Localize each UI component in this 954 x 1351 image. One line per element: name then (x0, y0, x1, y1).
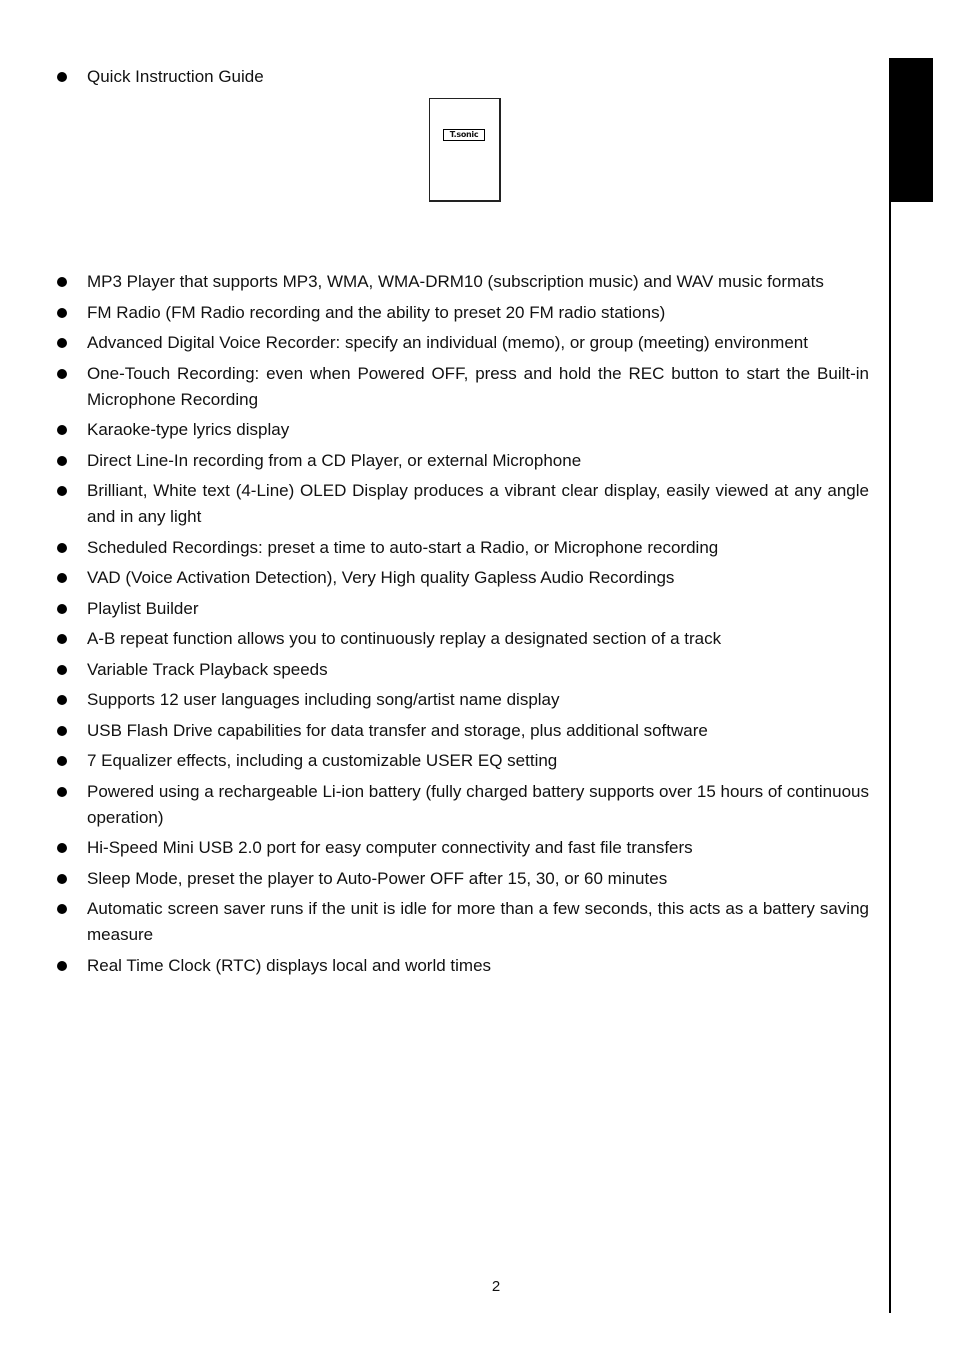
bullet-icon (57, 456, 67, 466)
bullet-icon (57, 72, 67, 82)
feature-text: Advanced Digital Voice Recorder: specify an individual (memo), or group (meeting) environment (87, 333, 808, 352)
feature-text: FM Radio (FM Radio recording and the ability to preset 20 FM radio stations) (87, 302, 666, 322)
bullet-icon (57, 338, 67, 348)
feature-item (87, 687, 869, 713)
product-logo: T.sonic (443, 129, 485, 141)
features-list (0, 269, 954, 983)
feature-item (87, 535, 869, 561)
product-illustration (429, 98, 501, 202)
feature-text: Real Time Clock (RTC) displays local and world times (87, 955, 492, 975)
feature-item (87, 300, 869, 326)
bullet-icon (57, 961, 67, 971)
feature-item (87, 448, 869, 474)
feature-item (87, 361, 869, 413)
bullet-icon (57, 543, 67, 553)
bullet-icon (57, 695, 67, 705)
feature-item (87, 835, 869, 861)
feature-text: Brilliant, White text (4-Line) OLED Display produces a vibrant clear display, easily viewed at any angle and in any light (87, 481, 869, 526)
bullet-icon (57, 843, 67, 853)
bullet-icon (57, 904, 67, 914)
list-item (87, 64, 869, 90)
feature-text: One-Touch Recording: even when Powered OFF, press and hold the REC button to start the Built-in Microphone Recording (87, 363, 869, 409)
bullet-icon (57, 756, 67, 766)
feature-item (87, 565, 869, 591)
bullet-icon (57, 874, 67, 884)
bullet-icon (57, 604, 67, 614)
feature-text: Sleep Mode, preset the player to Auto-Power OFF after 15, 30, or 60 minutes (87, 868, 668, 888)
feature-item (87, 657, 869, 683)
feature-item (87, 269, 869, 295)
bullet-icon (57, 726, 67, 736)
feature-text: USB Flash Drive capabilities for data transfer and storage, plus additional software (87, 720, 708, 740)
feature-text: MP3 Player that supports MP3, WMA, WMA-DRM10 (subscription music) and WAV music formats (87, 272, 824, 291)
bullet-icon (57, 277, 67, 287)
page-number: 2 (491, 1278, 501, 1295)
bullet-icon (57, 665, 67, 675)
bullet-icon (57, 573, 67, 583)
feature-text: VAD (Voice Activation Detection), Very High quality Gapless Audio Recordings (87, 568, 675, 587)
feature-text: A-B repeat function allows you to continuously replay a designated section of a track (87, 629, 722, 648)
bullet-icon (57, 425, 67, 435)
bullet-icon (57, 634, 67, 644)
feature-text: Karaoke-type lyrics display (87, 420, 290, 439)
feature-item (87, 748, 869, 774)
feature-item (87, 953, 869, 979)
feature-text: Supports 12 user languages including song/artist name display (87, 690, 560, 709)
bullet-icon (57, 787, 67, 797)
feature-item (87, 417, 869, 443)
package-contents-list (0, 64, 954, 95)
feature-item (87, 596, 869, 622)
feature-item (87, 626, 869, 652)
feature-text: Automatic screen saver runs if the unit is idle for more than a few seconds, this acts as a battery saving measure (87, 899, 869, 944)
feature-text: Direct Line-In recording from a CD Player, or external Microphone (87, 450, 582, 470)
feature-item (87, 478, 869, 530)
bullet-icon (57, 369, 67, 379)
bullet-icon (57, 308, 67, 318)
feature-text: Playlist Builder (87, 598, 199, 618)
feature-text: Scheduled Recordings: preset a time to auto-start a Radio, or Microphone recording (87, 537, 719, 557)
feature-item (87, 779, 869, 831)
feature-item (87, 718, 869, 744)
feature-item (87, 896, 869, 948)
feature-text: 7 Equalizer effects, including a customizable USER EQ setting (87, 751, 558, 770)
feature-text: Variable Track Playback speeds (87, 659, 328, 679)
feature-item (87, 330, 869, 356)
feature-text: Hi-Speed Mini USB 2.0 port for easy computer connectivity and fast file transfers (87, 838, 693, 857)
list-item-text: Quick Instruction Guide (87, 67, 264, 86)
bullet-icon (57, 486, 67, 496)
feature-text: Powered using a rechargeable Li-ion battery (fully charged battery supports over 15 hours of continuous operation) (87, 781, 869, 827)
feature-item (87, 866, 869, 892)
